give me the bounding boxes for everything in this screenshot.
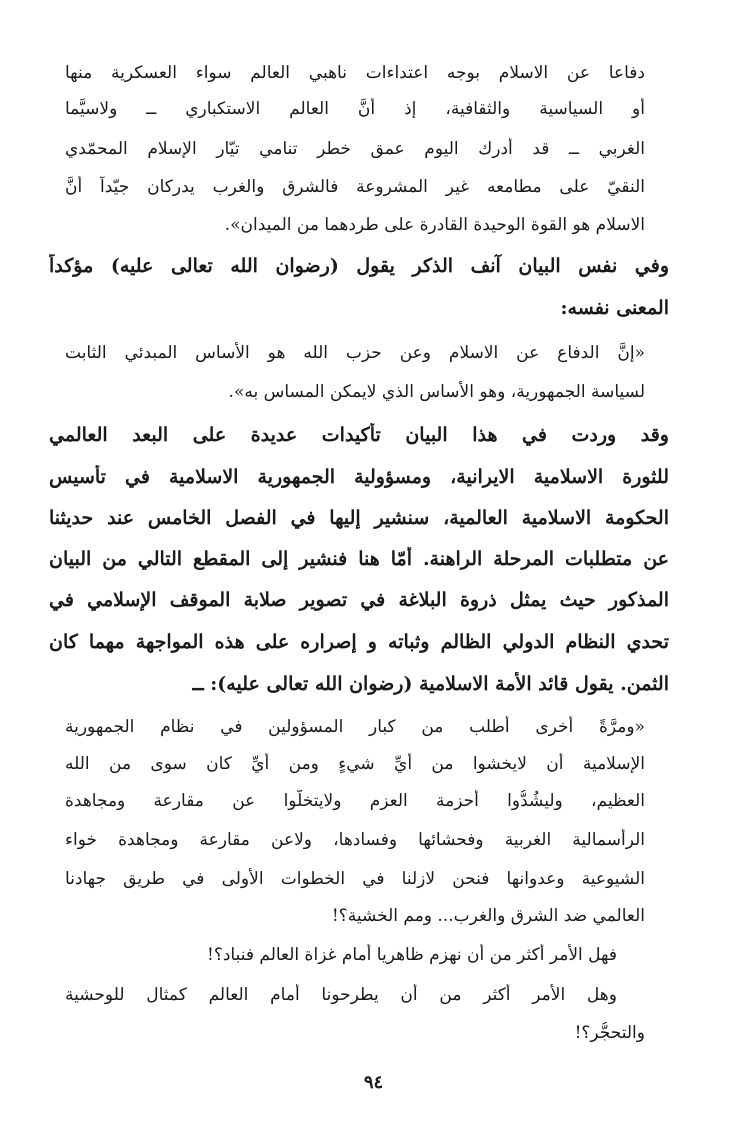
- quote-line: والتحجُّر؟!: [574, 1023, 645, 1043]
- quote-line: «إنَّ الدفاع عن الاسلام وعن حزب الله هو الأساس المبدئي الثابت: [65, 343, 645, 363]
- quote-line: لسياسة الجمهورية، وهو الأساس الذي لايمكن المساس به».: [228, 382, 645, 402]
- body-line: المذكور حيث يمثل ذروة البلاغة في تصوير صلابة الموقف الإسلامي في: [49, 589, 669, 611]
- body-line: تحدي النظام الدولي الظالم وثباته و إصراره على هذه المواجهة مهما كان: [49, 631, 669, 653]
- quote-line: الاسلام هو القوة الوحيدة القادرة على طردهما من الميدان».: [224, 215, 645, 235]
- quote-line: أو السياسية والثقافية، إذ أنَّ العالم الاستكباري ــ ولاسيَّما: [65, 99, 645, 119]
- quote-line: الغربي ــ قد أدرك اليوم عمق خطر تنامي تيّار الإسلام المحمّدي: [65, 139, 645, 159]
- page-number: ٩٤: [363, 1072, 384, 1093]
- body-line: للثورة الاسلامية الايرانية، ومسؤولية الجمهورية الاسلامية في تأسيس: [49, 466, 669, 488]
- quote-line: الرأسمالية الغربية وفحشائها وفسادها، ولاعن مقارعة ومجاهدة خواء: [65, 830, 645, 850]
- body-line: وفي نفس البيان آنف الذكر يقول (رضوان الله تعالى عليه) مؤكداً: [49, 255, 669, 277]
- quote-line: فهل الأمر أكثر من أن نهزم ظاهريا أمام غزاة العالم فنباد؟!: [206, 945, 617, 965]
- quote-line: دفاعا عن الاسلام بوجه اعتداءات ناهبي العالم سواء العسكرية منها: [65, 63, 645, 83]
- quote-line: وهل الأمر أكثر من أن يطرحونا أمام العالم كمثال للوحشية: [65, 985, 617, 1005]
- quote-line: العالمي ضد الشرق والغرب... ومم الخشية؟!: [331, 906, 645, 926]
- body-line: المعنى نفسه:: [560, 297, 669, 319]
- quote-line: النقيّ على مطامعه غير المشروعة فالشرق والغرب يدركان جيّداً أنَّ: [65, 177, 645, 197]
- quote-line: الشيوعية وعدوانها فنحن لازلنا في الخطوات الأُولى في طريق جهادنا: [65, 869, 645, 889]
- quote-line: العظيم، وليشُدُّوا أحزمة العزم ولايتخلَّوا عن مقارعة ومجاهدة: [65, 791, 645, 811]
- quote-line: الإسلامية أن لايخشوا من أيِّ شيءٍ ومن أيِّ كان سوى من الله: [65, 754, 645, 774]
- body-line: وقد وردت في هذا البيان تأكيدات عديدة على البعد العالمي: [49, 424, 669, 446]
- body-line: الحكومة الاسلامية العالمية، سنشير إليها في الفصل الخامس عند حديثنا: [49, 507, 669, 529]
- quote-line: «ومرَّةً أُخرى أطلب من كبار المسؤولين في نظام الجمهورية: [65, 717, 645, 737]
- body-line: الثمن. يقول قائد الأُمة الاسلامية (رضوان الله تعالى عليه): ــ: [192, 673, 669, 695]
- body-line: عن متطلبات المرحلة الراهنة. أمّا هنا فنشير إلى المقطع التالي من البيان: [49, 548, 669, 570]
